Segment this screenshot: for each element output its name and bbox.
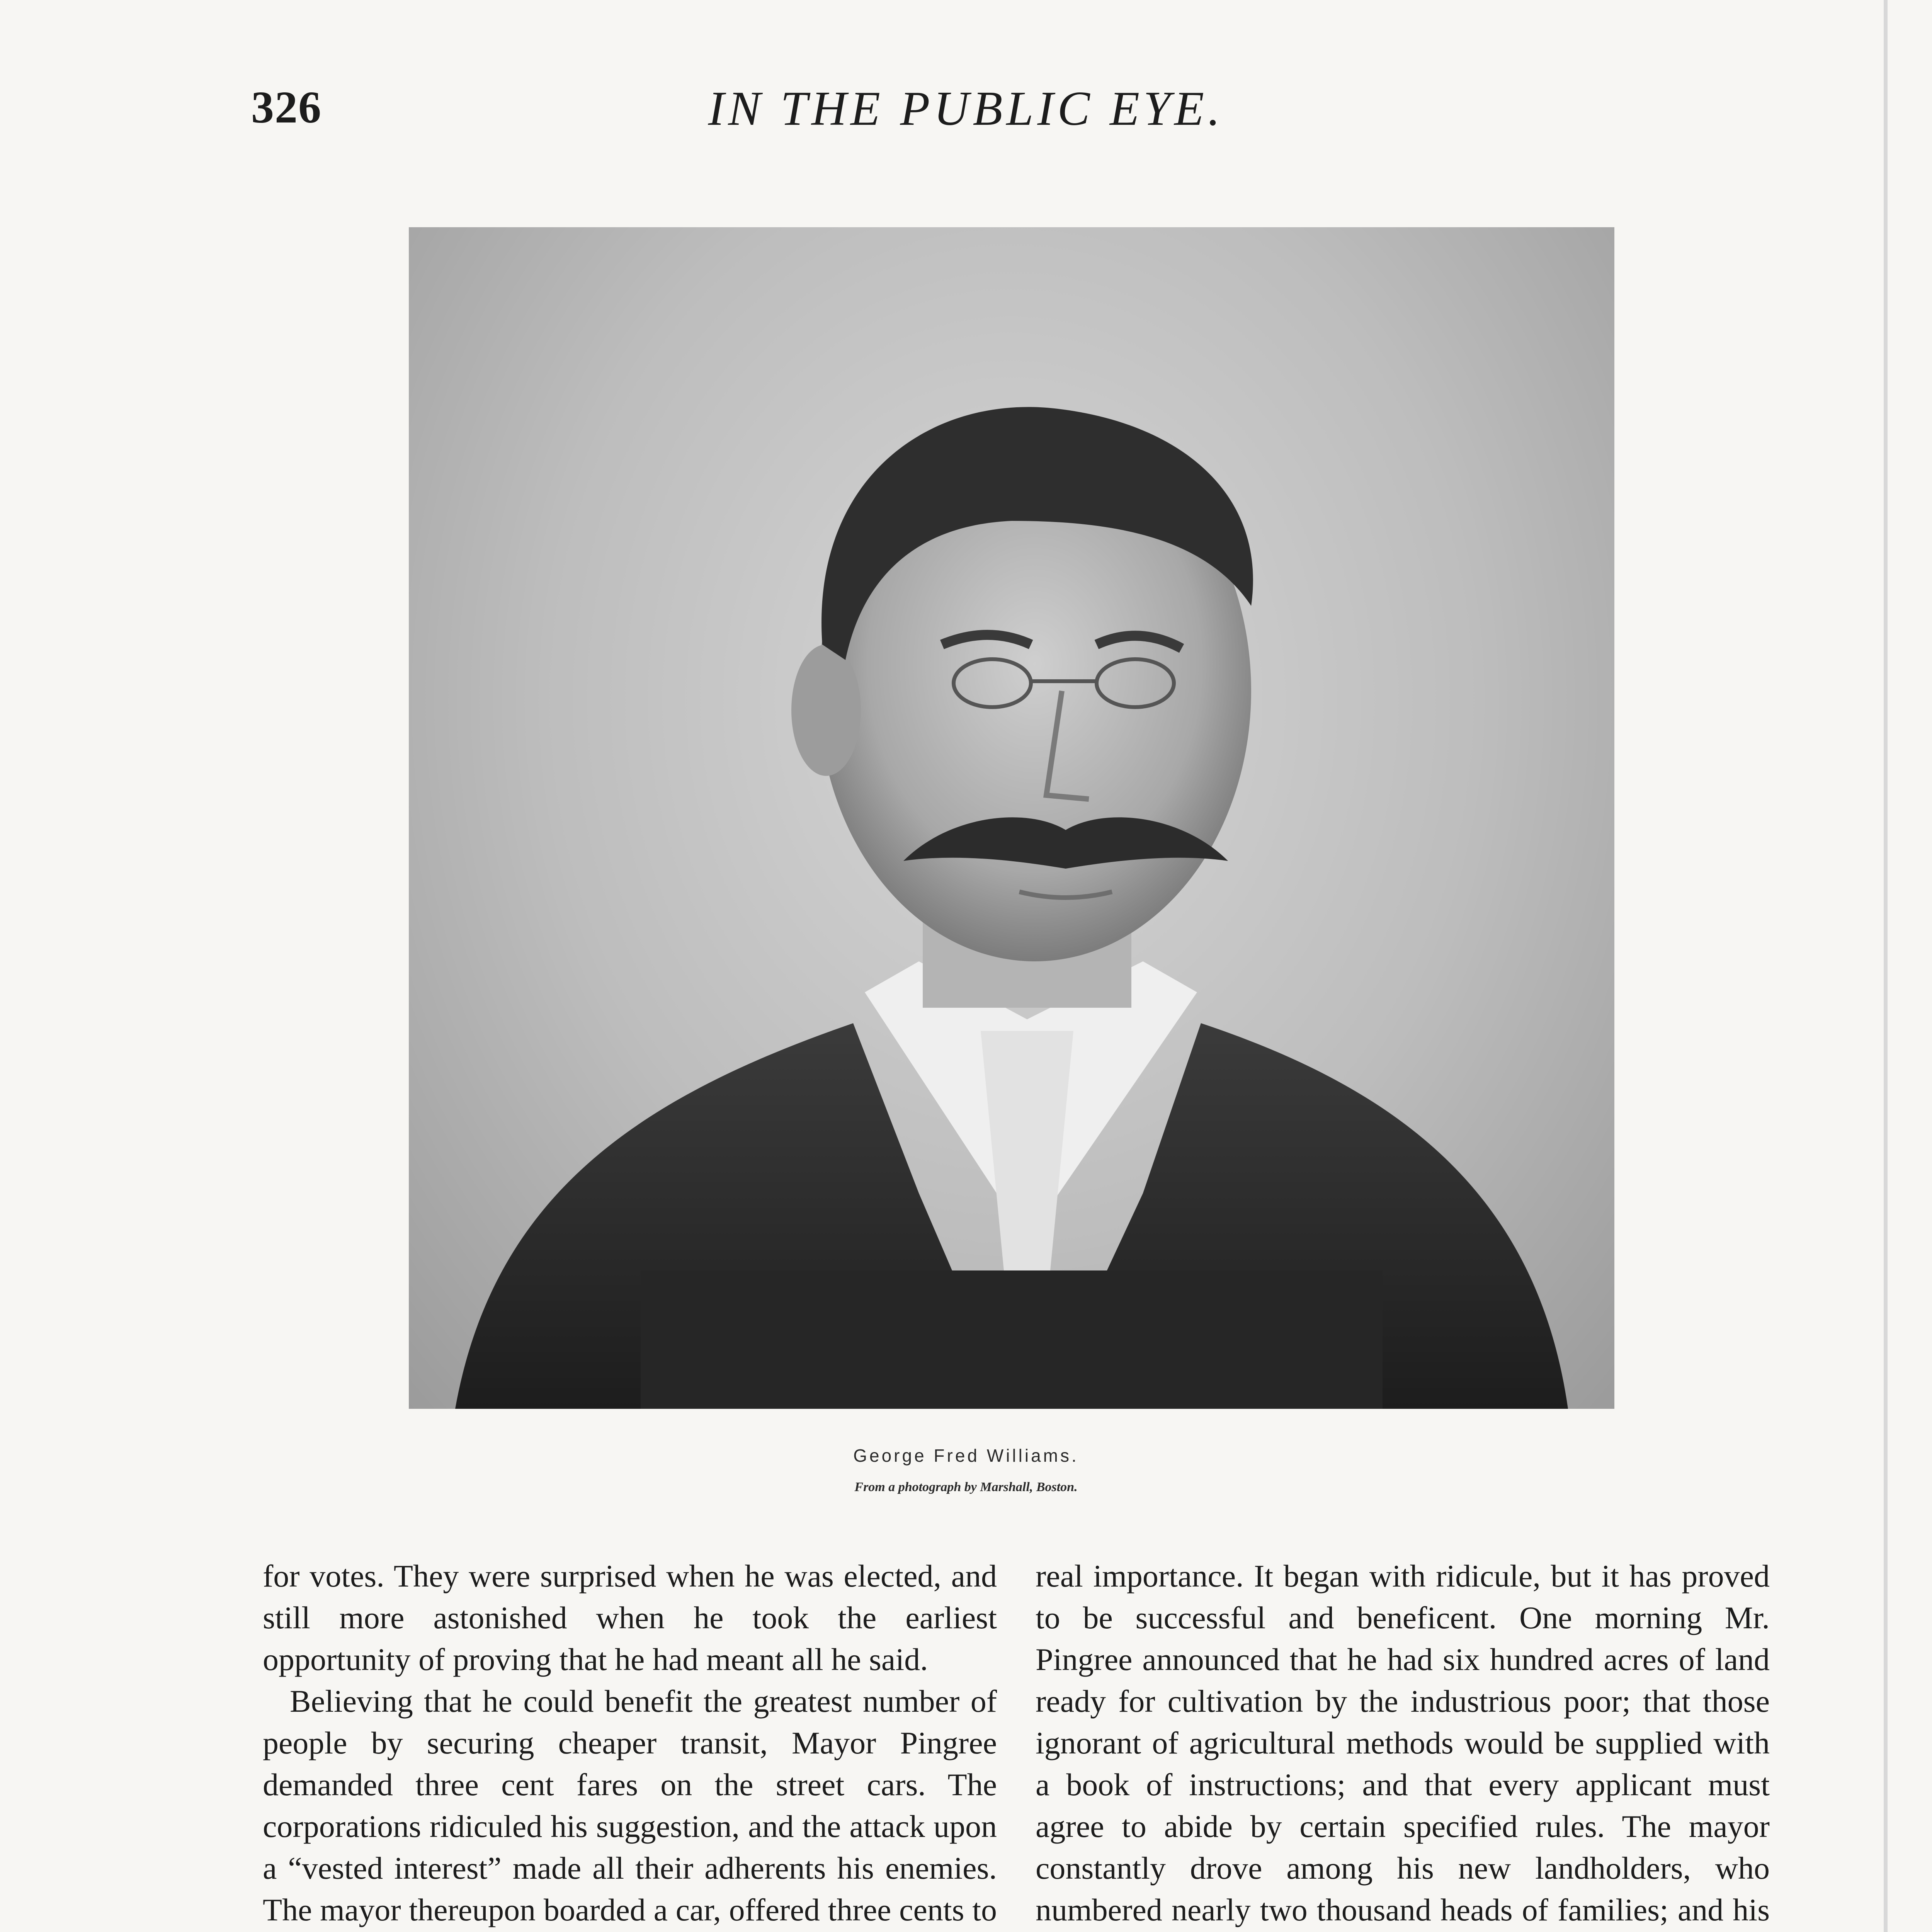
portrait-photograph [409, 227, 1614, 1409]
portrait-caption: George Fred Williams. [853, 1446, 1079, 1466]
right-column [1036, 1555, 1770, 1932]
paragraph: for votes. They were surprised when he was elected, and still more astonished when he took the earliest opportunity of proving that he had meant all he said. [263, 1558, 997, 1677]
page-edge [1884, 0, 1888, 1932]
page-header [0, 81, 1932, 151]
photo-credit: From a photograph by Marshall, Boston. [854, 1480, 1078, 1494]
portrait-icon [409, 227, 1614, 1409]
paragraph: real importance. It began with ridicule, but it has proved to be successful and beneficent. One morning Mr. Pingree announced that he had six hundred acres of land ready for cultivation by the industrious poor; that those ignorant of agricultural methods would be supplied with a book of instructions; and that every applicant must agree to abide by certain specified rules. The mayor constantly drove among his new landholders, who numbered nearly two thousand heads of families; and his [1036, 1558, 1770, 1927]
page-number: 326 [251, 82, 322, 133]
left-column [263, 1555, 997, 1932]
running-title: IN THE PUBLIC EYE. [708, 82, 1224, 136]
paragraph: Believing that he could benefit the greatest number of people by securing cheaper transit, Mayor Pingree demanded three cent fares on the street cars. The corporations ridiculed his suggestion, and the attack upon a “vested interest” made all their adherents his enemies. The mayor thereupon boarded a car, offered three cents to [263, 1684, 997, 1927]
